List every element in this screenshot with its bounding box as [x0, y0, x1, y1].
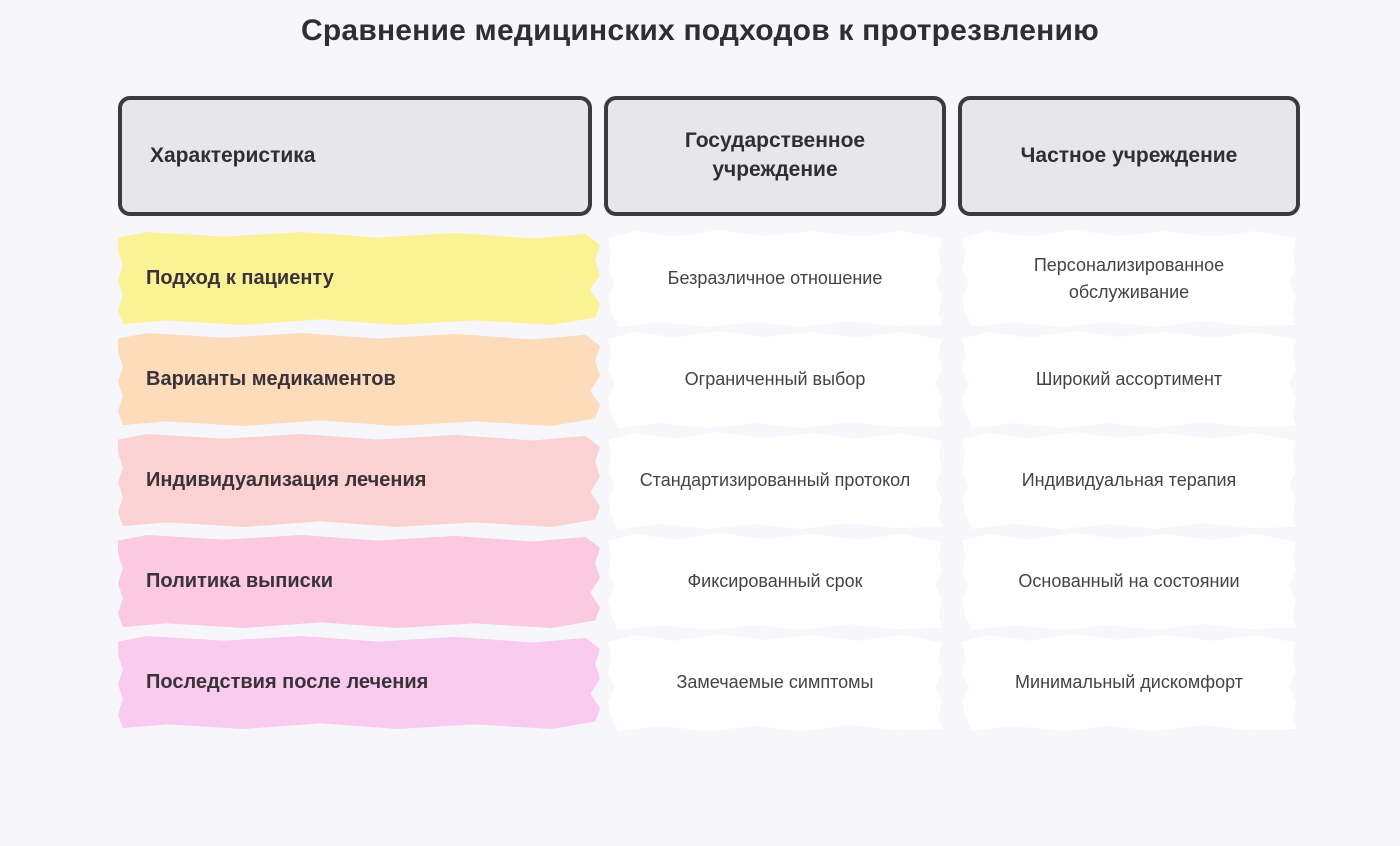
value-text: Индивидуальная терапия	[1021, 470, 1237, 491]
value-cell-public	[604, 228, 946, 329]
table-row	[0, 329, 1400, 430]
feature-label: Политика выписки	[146, 570, 334, 593]
value-cell-private	[958, 228, 1300, 329]
feature-cell	[118, 632, 592, 733]
value-text: Безразличное отношение	[667, 268, 883, 289]
table-row	[0, 430, 1400, 531]
feature-label: Варианты медикаментов	[146, 368, 396, 391]
value-text: Фиксированный срок	[687, 571, 863, 592]
table-row	[0, 228, 1400, 329]
value-cell-public	[604, 531, 946, 632]
comparison-table	[0, 96, 1400, 733]
value-cell-private	[958, 632, 1300, 733]
feature-label: Последствия после лечения	[146, 671, 429, 694]
feature-cell	[118, 329, 592, 430]
value-cell-public	[604, 329, 946, 430]
value-text: Стандартизированный протокол	[639, 470, 911, 491]
value-text: Основанный на состоянии	[1018, 571, 1240, 592]
value-cell-private	[958, 329, 1300, 430]
value-text: Широкий ассортимент	[1035, 369, 1223, 390]
feature-cell	[118, 430, 592, 531]
value-cell-public	[604, 632, 946, 733]
value-cell-private	[958, 430, 1300, 531]
value-text: Замечаемые симптомы	[676, 672, 874, 693]
header-label: Характеристика	[150, 143, 316, 167]
value-cell-private	[958, 531, 1300, 632]
value-text: Минимальный дискомфорт	[1015, 672, 1243, 693]
header-label: Частное учреждение	[1020, 143, 1238, 167]
feature-cell	[118, 228, 592, 329]
value-text: Персонализированное обслуживание	[1033, 255, 1225, 302]
header-cell-private	[958, 96, 1300, 216]
value-text: Ограниченный выбор	[684, 369, 866, 390]
page-title: Сравнение медицинских подходов к протрезвлению	[301, 14, 1099, 47]
table-header-row	[0, 96, 1400, 216]
table-row	[0, 632, 1400, 733]
feature-label: Подход к пациенту	[146, 267, 334, 290]
header-cell-public	[604, 96, 946, 216]
table-row	[0, 531, 1400, 632]
feature-label: Индивидуализация лечения	[146, 469, 427, 492]
value-cell-public	[604, 430, 946, 531]
feature-cell	[118, 531, 592, 632]
header-label: Государственное учреждение	[684, 129, 866, 181]
header-cell-feature	[118, 96, 592, 216]
